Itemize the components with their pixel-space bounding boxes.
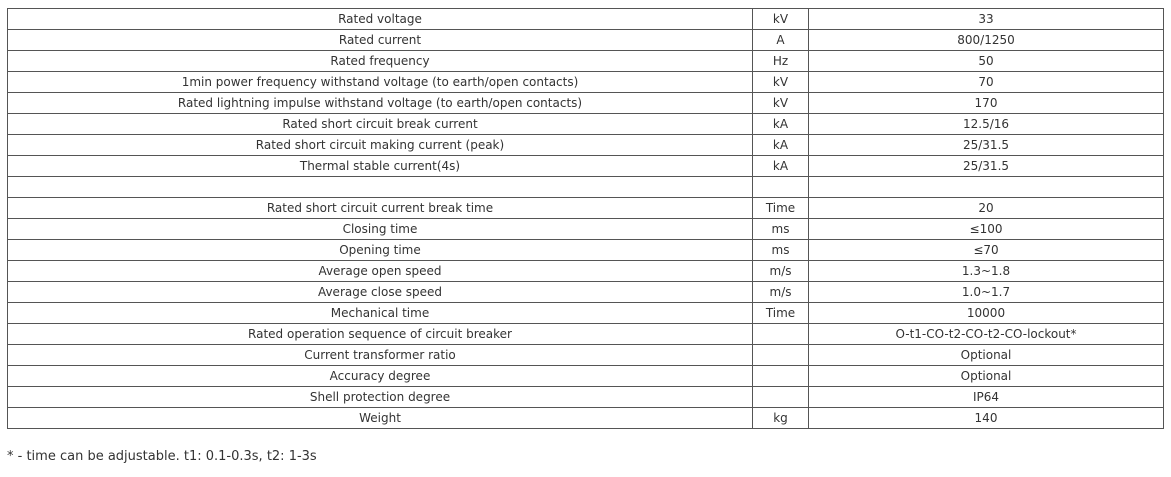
parameter-cell: Average open speed	[8, 261, 753, 282]
parameter-cell: Current transformer ratio	[8, 345, 753, 366]
value-cell: 140	[809, 408, 1164, 429]
spec-table-body	[8, 9, 1164, 429]
value-cell: 25/31.5	[809, 135, 1164, 156]
unit-cell: kV	[753, 93, 809, 114]
value-cell: 33	[809, 9, 1164, 30]
table-row	[8, 387, 1164, 408]
table-row	[8, 156, 1164, 177]
parameter-cell: Rated operation sequence of circuit breaker	[8, 324, 753, 345]
table-row	[8, 261, 1164, 282]
table-row	[8, 198, 1164, 219]
value-cell: 12.5/16	[809, 114, 1164, 135]
table-row	[8, 219, 1164, 240]
parameter-cell: Rated short circuit current break time	[8, 198, 753, 219]
unit-cell: m/s	[753, 261, 809, 282]
table-row	[8, 30, 1164, 51]
value-cell: O-t1-CO-t2-CO-t2-CO-lockout*	[809, 324, 1164, 345]
parameter-cell: Weight	[8, 408, 753, 429]
parameter-cell: Rated frequency	[8, 51, 753, 72]
value-cell	[809, 177, 1164, 198]
value-cell: 50	[809, 51, 1164, 72]
unit-cell: kA	[753, 135, 809, 156]
value-cell: 20	[809, 198, 1164, 219]
unit-cell: kA	[753, 156, 809, 177]
value-cell: ≤70	[809, 240, 1164, 261]
table-row	[8, 408, 1164, 429]
parameter-cell: Closing time	[8, 219, 753, 240]
unit-cell: A	[753, 30, 809, 51]
unit-cell: Time	[753, 303, 809, 324]
value-cell: 1.3~1.8	[809, 261, 1164, 282]
value-cell: 1.0~1.7	[809, 282, 1164, 303]
table-row	[8, 240, 1164, 261]
value-cell: 800/1250	[809, 30, 1164, 51]
spec-table	[7, 8, 1164, 429]
table-row	[8, 135, 1164, 156]
table-row	[8, 51, 1164, 72]
table-row	[8, 9, 1164, 30]
parameter-cell: Opening time	[8, 240, 753, 261]
unit-cell	[753, 345, 809, 366]
parameter-cell: Rated short circuit break current	[8, 114, 753, 135]
unit-cell: kg	[753, 408, 809, 429]
parameter-cell: Accuracy degree	[8, 366, 753, 387]
footnote: * - time can be adjustable. t1: 0.1-0.3s, t2: 1-3s	[7, 449, 317, 464]
value-cell: ≤100	[809, 219, 1164, 240]
table-row	[8, 114, 1164, 135]
value-cell: 170	[809, 93, 1164, 114]
value-cell: Optional	[809, 366, 1164, 387]
value-cell: 70	[809, 72, 1164, 93]
unit-cell	[753, 366, 809, 387]
unit-cell: kV	[753, 9, 809, 30]
table-row	[8, 345, 1164, 366]
table-row	[8, 303, 1164, 324]
unit-cell	[753, 387, 809, 408]
value-cell: Optional	[809, 345, 1164, 366]
parameter-cell: Mechanical time	[8, 303, 753, 324]
unit-cell: ms	[753, 240, 809, 261]
parameter-cell: Average close speed	[8, 282, 753, 303]
parameter-cell: Rated short circuit making current (peak)	[8, 135, 753, 156]
parameter-cell	[8, 177, 753, 198]
unit-cell: kV	[753, 72, 809, 93]
table-row	[8, 93, 1164, 114]
unit-cell: ms	[753, 219, 809, 240]
parameter-cell: Shell protection degree	[8, 387, 753, 408]
table-row	[8, 366, 1164, 387]
unit-cell: Time	[753, 198, 809, 219]
parameter-cell: Rated current	[8, 30, 753, 51]
unit-cell: kA	[753, 114, 809, 135]
unit-cell	[753, 177, 809, 198]
table-row	[8, 282, 1164, 303]
table-row	[8, 324, 1164, 345]
unit-cell	[753, 324, 809, 345]
parameter-cell: Thermal stable current(4s)	[8, 156, 753, 177]
value-cell: IP64	[809, 387, 1164, 408]
parameter-cell: Rated lightning impulse withstand voltage (to earth/open contacts)	[8, 93, 753, 114]
unit-cell: Hz	[753, 51, 809, 72]
value-cell: 25/31.5	[809, 156, 1164, 177]
table-row	[8, 72, 1164, 93]
unit-cell: m/s	[753, 282, 809, 303]
value-cell: 10000	[809, 303, 1164, 324]
parameter-cell: Rated voltage	[8, 9, 753, 30]
parameter-cell: 1min power frequency withstand voltage (to earth/open contacts)	[8, 72, 753, 93]
table-row	[8, 177, 1164, 198]
